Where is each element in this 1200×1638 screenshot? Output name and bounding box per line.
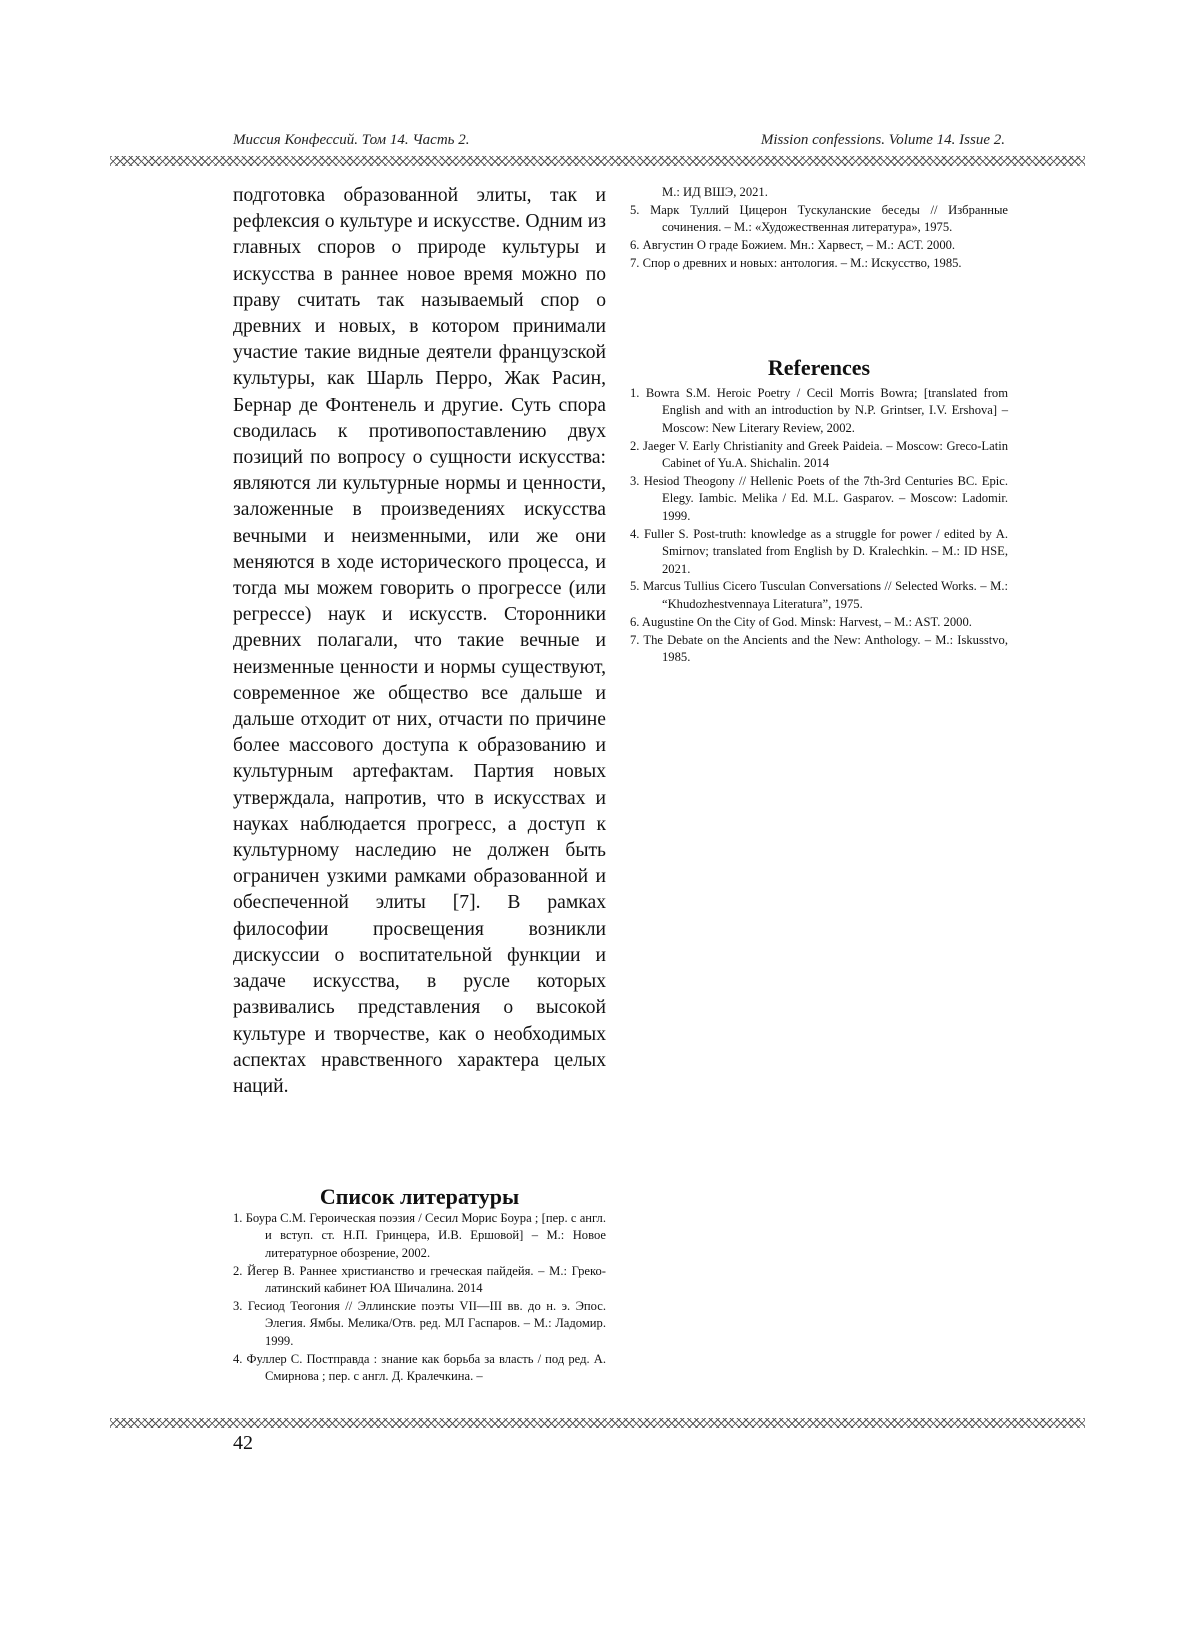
en-references-heading: References bbox=[767, 355, 871, 380]
ru-reference-item-7: 7. Спор о древних и новых: антология. – М.: Искусство, 1985. bbox=[630, 256, 962, 271]
ru-reference-item-4: 4. Фуллер С. Постправда : знание как борьба за власть / под ред. А. Смирнова ; пер. с англ. Д. Кралечкина. – bbox=[233, 1351, 606, 1384]
ru-references-heading: Список литературы bbox=[319, 1184, 520, 1209]
ru-reference-item-4-continuation: М.: ИД ВШЭ, 2021. bbox=[662, 185, 768, 199]
ru-reference-item-1: 1. Боура С.М. Героическая поэзия / Сесил Морис Боура ; [пер. с англ. и вступ. ст. Н.П. Гринцера, И.В. Ершовой] – М.: Новое литературное обозрение, 2002. bbox=[233, 1211, 606, 1260]
journal-title-en: Mission confessions. Volume 14. Issue 2. bbox=[760, 132, 1005, 148]
en-reference-item-5: 5. Marcus Tullius Cicero Tusculan Conversations // Selected Works. – M.: “Khudozhestvennaya Literatura”, 1975. bbox=[630, 579, 1008, 611]
en-reference-item-7: 7. The Debate on the Ancients and the New: Anthology. – M.: Iskusstvo, 1985. bbox=[630, 632, 1008, 665]
ru-references-list bbox=[233, 1210, 606, 1386]
en-reference-item-4: 4. Fuller S. Post-truth: knowledge as a struggle for power / edited by A. Smirnov; translated from English by D. Kralechkin. – M.: ID HSE, 2021. bbox=[630, 526, 1008, 576]
ru-reference-item-6: 6. Августин О граде Божием. Мн.: Харвест, – М.: АСТ. 2000. bbox=[630, 238, 956, 253]
en-reference-item-6: 6. Augustine On the City of God. Minsk: Harvest, – M.: AST. 2000. bbox=[630, 614, 972, 629]
article-body-paragraph: подготовка образованной элиты, так и рефлексия о культуре и искусстве. Одним из главных споров о природе культуры и искусства в раннее новое время можно по праву считать так называемый спор о древних и новых, в котором принимали участие такие видные деятели французской культуры, как Шарль Перро, Жак Расин, Бернар де Фонтенель и другие. Суть спора сводилась к противопоставлению двух позиций по вопросу о сущности искусства: являются ли культурные нормы и ценности, заложенные в произведениях искусства вечными и неизменными, или же они меняются в ходе исторического процесса, и тогда мы можем говорить о прогрессе (или регрессе) наук и искусств. Сторонники древних полагали, что такие вечные и неизменные ценности и нормы существуют, современное же общество все дальше и дальше отходит от них, отчасти по причине более массового доступа к образованию и культурным артефактам. Партия новых утверждала, напротив, что в искусствах и науках наблюдается прогресс, а доступ к культурному наследию не должен быть ограничен узкими рамками образованной и обеспеченной элиты [7]. В рамках философии просвещения возникли дискуссии о воспитательной функции и задаче искусства, в русле которых развивались представления о высокой культуре и творчестве, как о необходимых аспектах нравственного характера целых наций. bbox=[233, 185, 606, 1097]
en-reference-item-3: 3. Hesiod Theogony // Hellenic Poets of the 7th-3rd Centuries BC. Epic. Elegy. Iambic. Melika / Ed. M.L. Gasparov. – Moscow: Ladomir. 1999. bbox=[630, 474, 1008, 523]
page-number: 42 bbox=[233, 1432, 253, 1454]
header-ornament-rule bbox=[110, 156, 1085, 166]
en-reference-item-2: 2. Jaeger V. Early Christianity and Greek Paideia. – Moscow: Greco-Latin Cabinet of Yu.A. Shichalin. 2014 bbox=[630, 438, 1008, 471]
en-references-list bbox=[630, 385, 1008, 667]
ru-reference-item-5: 5. Марк Туллий Цицерон Тускуланские беседы // Избранные сочинения. – М.: «Художественная литература», 1975. bbox=[630, 202, 1008, 235]
en-reference-item-1: 1. Bowra S.M. Heroic Poetry / Cecil Morris Bowra; [translated from English and with an introduction by N.P. Grintser, I.V. Ershova] – Moscow: New Literary Review, 2002. bbox=[630, 386, 1008, 435]
ru-references-list-continued bbox=[630, 184, 1008, 273]
ru-reference-item-3: 3. Гесиод Теогония // Эллинские поэты VII—III вв. до н. э. Эпос. Элегия. Ямбы. Мелика/Отв. ред. МЛ Гаспаров. – М.: Ладомир. 1999. bbox=[233, 1299, 606, 1348]
ru-reference-item-2: 2. Йегер В. Раннее христианство и греческая пайдейя. – М.: Греко-латинский кабинет ЮА Шичалина. 2014 bbox=[233, 1263, 606, 1296]
journal-title-ru: Миссия Конфессий. Том 14. Часть 2. bbox=[233, 132, 470, 148]
footer-ornament-rule bbox=[110, 1418, 1085, 1428]
